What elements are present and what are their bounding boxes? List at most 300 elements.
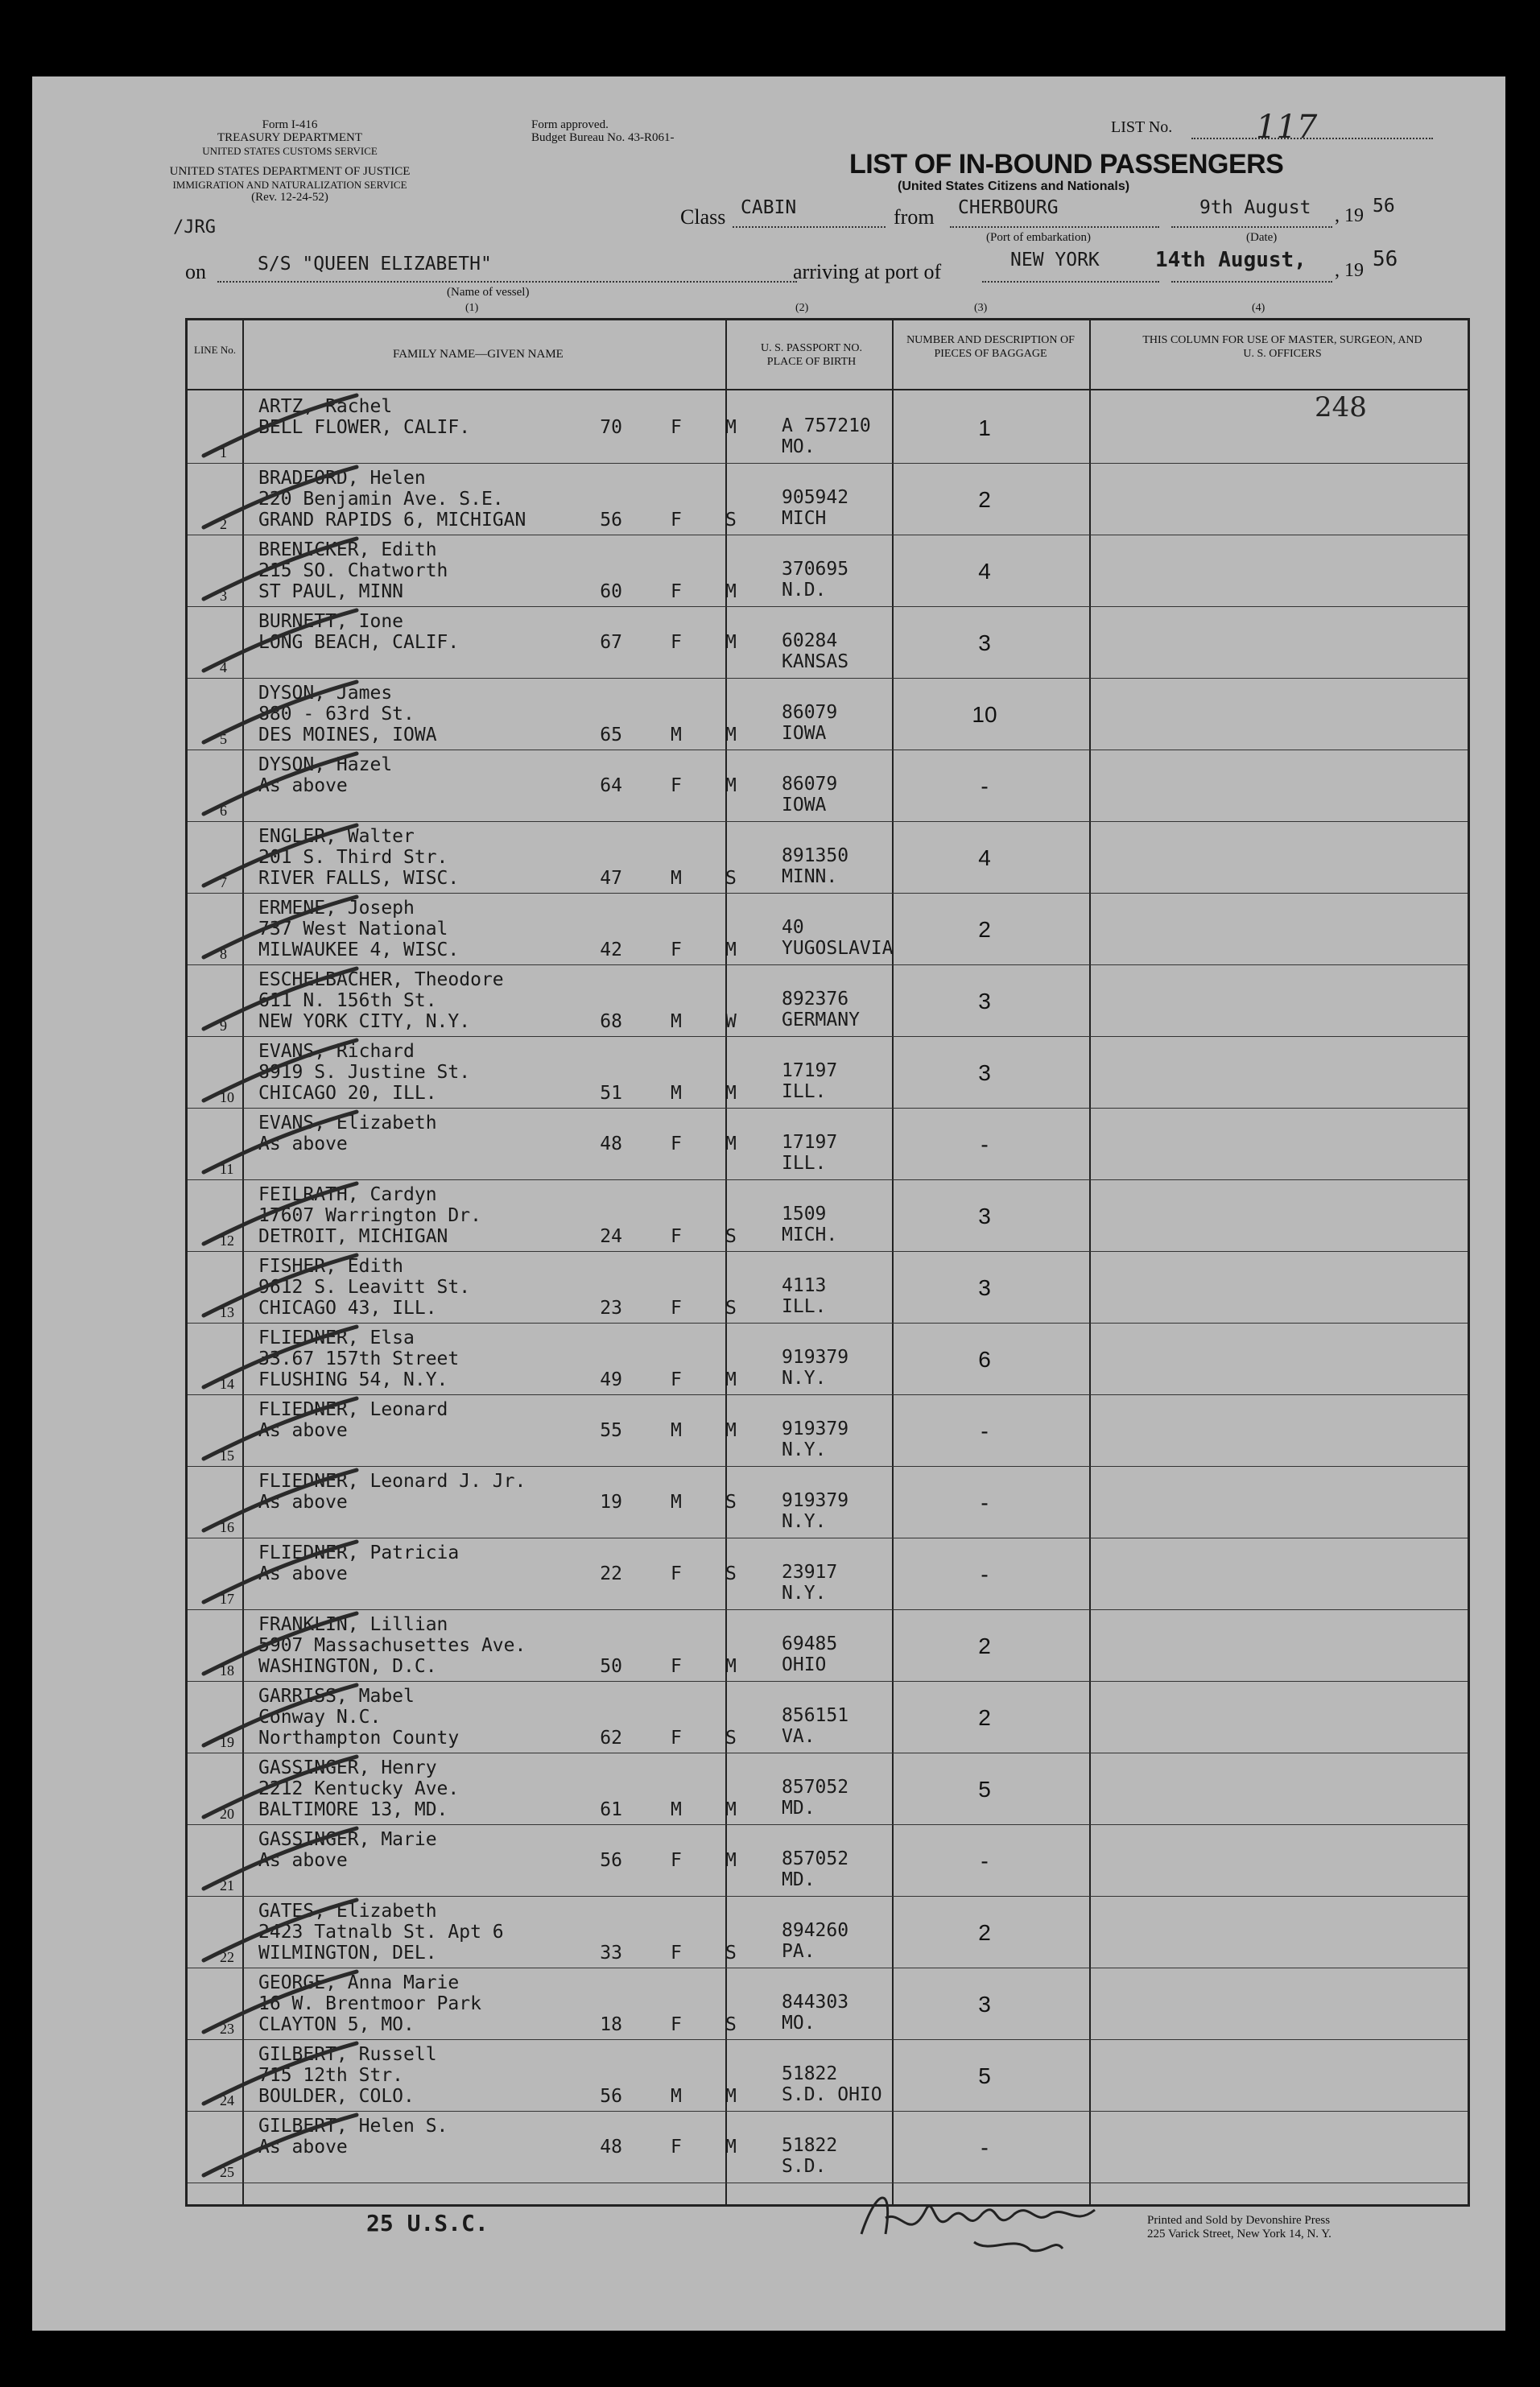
passenger-sex: F [671,1943,682,1964]
address-line-2: FLUSHING 54, N.Y. [258,1369,448,1390]
table-row [188,1681,1468,1753]
passport-info [782,1562,837,1604]
passenger-name: BURNETT, Ione [258,611,404,632]
passport-number: 892376 [782,989,849,1010]
passenger-name: FISHER, Edith [258,1256,404,1277]
arriving-label: arriving at port of [793,260,942,283]
passenger-name-address [258,898,459,960]
line-number: 9 [220,1018,227,1034]
marital-status: S [725,868,737,889]
address-line-1: As above [258,1563,348,1584]
address-line-1: LONG BEACH, CALIF. [258,632,460,653]
arrival-year-prefix: , 19 [1335,260,1364,281]
passport-info [782,487,848,529]
arrival-port: NEW YORK [1010,250,1100,270]
address-line-2 [258,1441,448,1462]
passenger-age: 42 [600,940,622,960]
passenger-sex: M [671,2086,682,2107]
passenger-name: DYSON, James [258,683,393,704]
passenger-age: 47 [600,868,622,889]
baggage-count: 3 [978,1060,991,1085]
table-row [188,1251,1468,1324]
table-row [188,821,1468,894]
passport-info [782,702,837,744]
ins-service: IMMIGRATION AND NATURALIZATION SERVICE [172,179,407,191]
baggage-count: - [981,1132,989,1157]
baggage-count: 6 [978,1347,991,1372]
address-line-1: As above [258,775,348,796]
passenger-age: 62 [600,1728,622,1749]
passenger-name-address [258,826,459,889]
place-of-birth: GERMANY [782,1010,860,1030]
passenger-age: 18 [600,2014,622,2035]
marital-status: S [725,1943,737,1964]
passenger-name: GARRISS, Mabel [258,1686,415,1707]
passenger-name-address [258,539,448,602]
line-number: 18 [220,1662,234,1679]
passport-number: 856151 [782,1705,849,1726]
place-of-birth: N.Y. [782,1368,827,1389]
marital-status: S [725,1492,737,1513]
address-line-1: As above [258,1134,348,1154]
address-line-1: 201 S. Third Str. [258,847,448,868]
passenger-sex: M [671,1083,682,1104]
passenger-age: 56 [600,2086,622,2107]
arrival-port-line [982,281,1159,283]
table-row [188,750,1468,822]
form-number: Form I-416 [262,118,318,131]
passenger-age: 68 [600,1011,622,1032]
place-of-birth: PA. [782,1941,815,1962]
passenger-sex: F [671,632,682,653]
passport-info [782,1347,848,1389]
passenger-name-address [258,1757,459,1820]
passport-info [782,1920,848,1962]
place-of-birth: MD. [782,1798,815,1819]
list-no-label: LIST No. [1111,118,1173,136]
passenger-sex: F [671,1728,682,1749]
passenger-sex: F [671,1656,682,1677]
place-of-birth: ILL. [782,1081,827,1102]
passport-info [782,917,893,959]
customs-service: UNITED STATES CUSTOMS SERVICE [202,145,378,157]
marital-status: M [725,2086,737,2107]
header-passport: U. S. PASSPORT NO. PLACE OF BIRTH [761,342,862,368]
passenger-name: ESCHELBACHER, Theodore [258,969,504,990]
treasury-dept: TREASURY DEPARTMENT [217,131,363,144]
passport-info [782,1419,848,1460]
baggage-count: 2 [978,1705,991,1730]
baggage-count: 4 [978,845,991,870]
address-line-2 [258,438,470,459]
line-number: 24 [220,2092,234,2108]
line-number: 7 [220,874,227,890]
table-row [188,1896,1468,1968]
address-line-2: DES MOINES, IOWA [258,725,437,745]
passport-number: 23917 [782,1562,838,1583]
marital-status: M [725,1083,737,1104]
address-line-2: ST PAUL, MINN [258,581,404,602]
address-line-2: BALTIMORE 13, MD. [258,1799,448,1820]
place-of-birth: YUGOSLAVIA [782,938,894,959]
passenger-name: GILBERT, Helen S. [258,2116,448,2137]
passenger-name: FRANKLIN, Lillian [258,1614,448,1635]
marital-status: M [725,2137,737,2158]
place-of-birth: MO. [782,2013,815,2034]
place-of-birth: N.Y. [782,1583,827,1604]
table-row [188,1108,1468,1180]
place-of-birth: OHIO [782,1654,827,1675]
form-revision: (Rev. 12-24-52) [251,191,328,204]
passenger-sex: M [671,1420,682,1441]
passenger-sex: F [671,510,682,531]
passenger-name: DYSON, Hazel [258,754,393,775]
marital-status: M [725,1369,737,1390]
address-line-2: WILMINGTON, DEL. [258,1943,437,1964]
arrival-year: 56 [1373,247,1398,271]
place-of-birth: IOWA [782,795,827,816]
passport-number: 844303 [782,1992,849,2013]
header-name: FAMILY NAME—GIVEN NAME [393,348,564,361]
header-officers: THIS COLUMN FOR USE OF MASTER, SURGEON, AND U. S. OFFICERS [1142,334,1422,360]
passport-info [782,1705,848,1747]
passport-number: 4113 [782,1275,827,1296]
budget-bureau: Budget Bureau No. 43-R061- [531,131,675,144]
baggage-count: - [981,1562,989,1587]
table-row [188,1323,1468,1395]
passenger-name: FLIEDNER, Leonard [258,1399,448,1420]
line-number: 25 [220,2164,234,2180]
marital-status: M [725,725,737,745]
passport-info [782,1060,837,1102]
class-value: CABIN [741,197,797,218]
passenger-table [185,318,1470,2207]
address-line-2: GRAND RAPIDS 6, MICHIGAN [258,510,526,531]
marital-status: S [725,1298,737,1319]
passport-info [782,845,848,887]
passport-number: 370695 [782,559,849,580]
passenger-age: 56 [600,1850,622,1871]
justice-dept: UNITED STATES DEPARTMENT OF JUSTICE [169,165,411,178]
passenger-sex: F [671,1298,682,1319]
passport-info [782,2063,882,2105]
passport-number: 919379 [782,1347,849,1368]
baggage-count: 3 [978,630,991,655]
header-line-no: LINE No. [194,344,236,356]
table-row [188,535,1468,607]
passenger-name-address [258,1901,504,1964]
date-caption: (Date) [1246,231,1278,244]
passenger-manifest-sheet [32,76,1505,2331]
line-number: 12 [220,1233,234,1249]
passenger-name: ERMENE, Joseph [258,898,415,919]
passport-info [782,559,848,601]
address-line-1: 9612 S. Leavitt St. [258,1277,471,1298]
passport-info [782,1777,848,1819]
passport-number: 86079 [782,702,838,723]
passenger-age: 64 [600,775,622,796]
count-total: 25 U.S.C. [366,2210,489,2236]
address-line-2 [258,1584,459,1605]
address-line-1: As above [258,2137,348,2158]
passport-number: 17197 [782,1132,838,1153]
marital-status: W [725,1011,737,1032]
passenger-name: EVANS, Elizabeth [258,1113,437,1134]
passenger-sex: F [671,775,682,796]
place-of-birth: N.Y. [782,1511,827,1532]
baggage-count: 2 [978,1633,991,1658]
passenger-name-address [258,683,437,745]
marital-status: M [725,1656,737,1677]
clerk-initials: /JRG [173,217,216,237]
form-approved: Form approved. [531,118,609,131]
table-row [188,463,1468,535]
column-number-1: (1) [465,302,479,314]
departure-year: 56 [1373,196,1395,217]
passport-info [782,1132,837,1174]
passenger-name: GASSINGER, Henry [258,1757,437,1778]
passenger-name-address [258,1972,481,2035]
passenger-sex: M [671,1799,682,1820]
address-line-1: Conway N.C. [258,1707,382,1728]
address-line-2: CLAYTON 5, MO. [258,2014,415,2035]
passport-number: A 757210 [782,415,871,436]
table-row [188,2039,1468,2112]
passenger-age: 61 [600,1799,622,1820]
passport-number: 17197 [782,1060,838,1081]
marital-status: M [725,1420,737,1441]
address-line-1: 715 12th Str. [258,2065,404,2086]
passenger-sex: F [671,940,682,960]
marital-status: M [725,775,737,796]
baggage-count: 3 [978,1992,991,2017]
place-of-birth: N.D. [782,580,827,601]
address-line-1: 2212 Kentucky Ave. [258,1778,460,1799]
line-number: 21 [220,1877,234,1893]
address-line-1: BELL FLOWER, CALIF. [258,417,471,438]
passport-info [782,1848,848,1890]
class-label: Class [680,205,726,229]
passenger-name-address [258,611,459,674]
passenger-name: BRENICKER, Edith [258,539,437,560]
passenger-age: 48 [600,2137,622,2158]
list-no-value: 117 [1256,109,1318,146]
marital-status: M [725,1799,737,1820]
line-number: 6 [220,803,227,819]
line-number: 4 [220,659,227,675]
place-of-birth: IOWA [782,723,827,744]
table-row [188,1824,1468,1897]
passport-info [782,415,871,457]
table-row [188,964,1468,1037]
passenger-age: 33 [600,1943,622,1964]
line-number: 16 [220,1519,234,1535]
address-line-2 [258,1871,437,1892]
passenger-sex: F [671,417,682,438]
line-number: 2 [220,516,227,532]
passenger-name-address [258,1184,481,1247]
table-row [188,606,1468,679]
passenger-age: 50 [600,1656,622,1677]
place-of-birth: MINN. [782,866,838,887]
address-line-1: 17607 Warrington Dr. [258,1205,481,1226]
passport-number: 60284 [782,630,838,651]
form-title: LIST OF IN-BOUND PASSENGERS [849,149,1284,180]
arrival-date: 14th August, [1155,248,1307,272]
place-of-birth: ILL. [782,1153,827,1174]
address-line-2 [258,796,392,817]
passenger-name: BRADFORD, Helen [258,468,426,489]
passenger-name: GEORGE, Anna Marie [258,1972,460,1993]
passenger-name-address [258,468,526,531]
passenger-age: 51 [600,1083,622,1104]
from-label: from [894,205,935,229]
passenger-name: FLIEDNER, Patricia [258,1542,460,1563]
passport-number: 919379 [782,1490,849,1511]
line-number: 17 [220,1591,234,1607]
baggage-count: 5 [978,2063,991,2088]
passenger-sex: F [671,2137,682,2158]
passenger-name: EVANS, Richard [258,1041,415,1062]
address-line-1: As above [258,1492,348,1513]
passenger-sex: M [671,1492,682,1513]
passport-info [782,1490,848,1532]
marital-status: M [725,1850,737,1871]
address-line-2 [258,2158,448,2178]
passport-info [782,1204,837,1245]
table-row [188,1538,1468,1610]
passenger-name-address [258,2116,448,2178]
passenger-age: 56 [600,510,622,531]
passenger-sex: F [671,1563,682,1584]
address-line-1: 737 West National [258,919,448,940]
printer-line1: Printed and Sold by Devonshire Press [1147,2214,1331,2227]
table-row [188,678,1468,750]
vessel-line [217,281,797,283]
embarkation-caption: (Port of embarkation) [986,231,1091,244]
passport-info [782,2135,837,2177]
passenger-name-address [258,1113,437,1175]
passenger-age: 70 [600,417,622,438]
passenger-name-address [258,396,470,459]
passport-number: 919379 [782,1419,849,1439]
address-line-1: 215 SO. Chatworth [258,560,448,581]
baggage-count: 1 [978,415,991,440]
passenger-name-address [258,1328,459,1390]
address-line-1: 2423 Tatnalb St. Apt 6 [258,1922,504,1943]
place-of-birth: MICH [782,508,827,529]
line-number: 10 [220,1089,234,1105]
line-number: 19 [220,1734,234,1750]
place-of-birth: S.D. [782,2156,827,2177]
marital-status: M [725,632,737,653]
passport-number: 86079 [782,774,838,795]
place-of-birth: MO. [782,436,815,457]
marital-status: M [725,581,737,602]
passenger-age: 49 [600,1369,622,1390]
marital-status: S [725,1226,737,1247]
baggage-count: - [981,1490,989,1515]
passenger-name-address [258,1256,470,1319]
passenger-sex: M [671,868,682,889]
address-line-2 [258,1513,526,1534]
line-number: 23 [220,2021,234,2037]
passenger-age: 22 [600,1563,622,1584]
baggage-count: 3 [978,1275,991,1300]
vessel-caption: (Name of vessel) [447,286,530,299]
table-row [188,1968,1468,2040]
marital-status: M [725,417,737,438]
passenger-age: 65 [600,725,622,745]
passenger-age: 55 [600,1420,622,1441]
class-line [733,226,886,228]
address-line-1: As above [258,1850,348,1871]
passport-info [782,630,848,672]
passenger-name-address [258,1686,459,1749]
line-number: 11 [220,1161,234,1177]
place-of-birth: VA. [782,1726,815,1747]
address-line-2: Northampton County [258,1728,460,1749]
place-of-birth: KANSAS [782,651,849,672]
passenger-sex: F [671,1134,682,1154]
address-line-1: 611 N. 156th St. [258,990,437,1011]
line-number: 22 [220,1949,234,1965]
departure-date-line [1171,226,1332,228]
officer-annotation: 248 [1315,391,1367,423]
passenger-name-address [258,1829,437,1892]
line-number: 1 [220,444,227,460]
vessel-name: S/S "QUEEN ELIZABETH" [258,254,492,275]
passenger-name: GILBERT, Russell [258,2044,437,2065]
line-number: 13 [220,1304,234,1320]
address-line-1: 33.67 157th Street [258,1348,460,1369]
table-row [188,391,1468,464]
arrival-date-line [1171,281,1332,283]
passport-info [782,1992,848,2034]
passenger-name-address [258,2044,437,2107]
baggage-count: 5 [978,1777,991,1802]
passenger-name-address [258,1471,526,1534]
table-row [188,2111,1468,2183]
table-row [188,1179,1468,1252]
address-line-2: BOULDER, COLO. [258,2086,415,2107]
passenger-age: 67 [600,632,622,653]
passenger-name-address [258,1399,448,1462]
column-number-2: (2) [795,302,809,314]
place-of-birth: S.D. OHIO [782,2084,882,2105]
baggage-count: - [981,2135,989,2160]
line-number: 15 [220,1447,234,1464]
passport-number: 51822 [782,2063,838,2084]
place-of-birth: MD. [782,1869,815,1890]
passenger-name: FLIEDNER, Elsa [258,1328,415,1348]
passport-info [782,1275,826,1317]
passenger-sex: F [671,1369,682,1390]
table-row [188,1609,1468,1682]
baggage-count: 10 [972,702,997,727]
address-line-2: MILWAUKEE 4, WISC. [258,940,460,960]
passenger-age: 48 [600,1134,622,1154]
address-line-1: As above [258,1420,348,1441]
table-row [188,1394,1468,1467]
address-line-2 [258,1154,437,1175]
passenger-name: FEILRATH, Cardyn [258,1184,437,1205]
passenger-name-address [258,754,392,817]
baggage-count: - [981,1848,989,1873]
passenger-name: ENGLER, Walter [258,826,415,847]
address-line-2: RIVER FALLS, WISC. [258,868,460,889]
marital-status: M [725,1134,737,1154]
